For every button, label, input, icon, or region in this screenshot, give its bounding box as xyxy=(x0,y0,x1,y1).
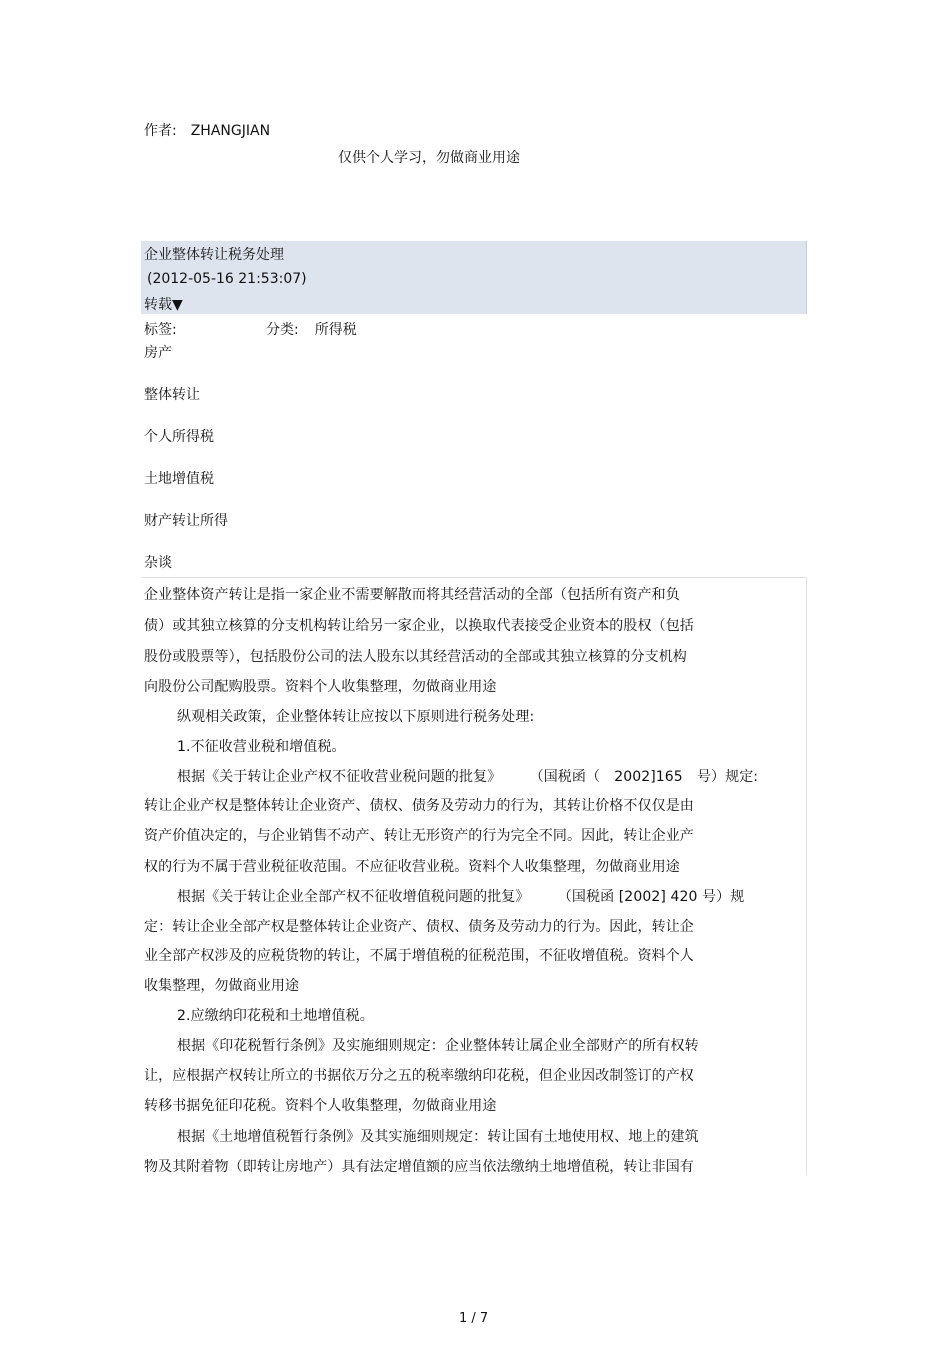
page-number: 1 / 7 xyxy=(459,1311,489,1326)
category-label: 分类: xyxy=(266,322,299,338)
usage-notice: 仅供个人学习，勿做商业用途 xyxy=(338,150,520,166)
author-name: ZHANGJIAN xyxy=(190,123,271,139)
body-line: 向股份公司配购股票。资料个人收集整理，勿做商业用途 xyxy=(144,679,497,695)
body-line: 收集整理，勿做商业用途 xyxy=(144,978,300,994)
body-line: 定：转让企业全部产权是整体转让企业资产、债权、债务及劳动力的行为。因此，转让企 xyxy=(144,919,694,935)
article-body xyxy=(141,577,807,1175)
category-link[interactable]: 所得税 xyxy=(314,322,357,338)
body-line: 转让企业产权是整体转让企业资产、债权、债务及劳动力的行为，其转让价格不仅仅是由 xyxy=(144,798,694,814)
body-line: 根据《土地增值税暂行条例》及其实施细则规定：转让国有土地使用权、地上的建筑 xyxy=(177,1129,699,1145)
post-date: (2012-05-16 21:53:07) xyxy=(147,271,307,287)
category-row xyxy=(266,319,357,339)
body-line: 债）或其独立核算的分支机构转让给另一家企业，以换取代表接受企业资本的股权（包括 xyxy=(144,618,694,634)
body-line: 纵观相关政策，企业整体转让应按以下原则进行税务处理: xyxy=(177,709,535,725)
tag-link[interactable]: 财产转让所得 xyxy=(144,513,228,529)
tag-link[interactable]: 土地增值税 xyxy=(144,471,214,487)
body-line: 让，应根据产权转让所立的书据依万分之五的税率缴纳印花税，但企业因改制签订的产权 xyxy=(144,1068,694,1084)
body-line: 股份或股票等），包括股份公司的法人股东以其经营活动的全部或其独立核算的分支机构 xyxy=(144,649,687,665)
section-heading: 2.应缴纳印花税和土地增值税。 xyxy=(177,1008,374,1024)
section-heading: 1.不征收营业税和增值税。 xyxy=(177,739,346,755)
body-line: 权的行为不属于营业税征收范围。不应征收营业税。资料个人收集整理，勿做商业用途 xyxy=(144,859,680,875)
post-title: 企业整体转让税务处理 xyxy=(144,247,284,263)
tag-link[interactable]: 房产 xyxy=(144,345,172,361)
tags-label: 标签: xyxy=(144,322,177,338)
body-line: 根据《印花税暂行条例》及实施细则规定：企业整体转让属企业全部财产的所有权转 xyxy=(177,1038,699,1054)
body-line: 根据《关于转让企业全部产权不征收增值税问题的批复》 （国税函 [2002] 420 号）规 xyxy=(177,889,745,905)
tag-link[interactable]: 整体转让 xyxy=(144,387,200,403)
body-line: 物及其附着物（即转让房地产）具有法定增值额的应当依法缴纳土地增值税，转让非国有 xyxy=(144,1159,694,1175)
body-line: 转移书据免征印花税。资料个人收集整理，勿做商业用途 xyxy=(144,1098,497,1114)
author-label: 作者: xyxy=(144,123,177,139)
body-line: 根据《关于转让企业产权不征收营业税问题的批复》 （国税函（ 2002]165 号）规定: xyxy=(177,769,759,785)
tag-link[interactable]: 杂谈 xyxy=(144,555,172,571)
tag-link[interactable]: 个人所得税 xyxy=(144,429,214,445)
author-line xyxy=(144,120,270,140)
body-line: 业全部产权涉及的应税货物的转让，不属于增值税的征税范围，不征收增值税。资料个人 xyxy=(144,948,694,964)
body-line: 企业整体资产转让是指一家企业不需要解散而将其经营活动的全部（包括所有资产和负 xyxy=(144,587,680,603)
body-line: 资产价值决定的，与企业销售不动产、转让无形资产的行为完全不同。因此，转让企业产 xyxy=(144,828,694,844)
repost-button[interactable]: 转载▼ xyxy=(144,297,183,313)
